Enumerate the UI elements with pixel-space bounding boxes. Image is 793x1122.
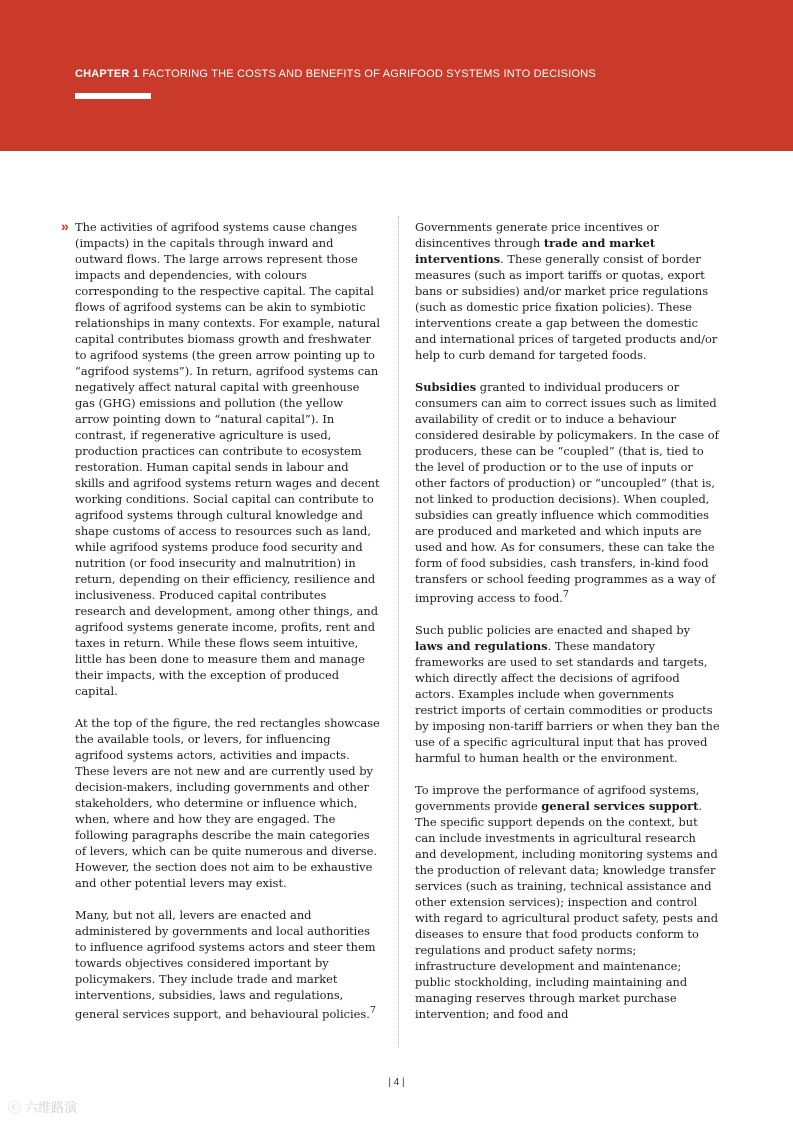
chapter-banner — [0, 0, 793, 151]
right-p4-bold: general services support — [541, 798, 699, 813]
left-paragraph-3-text: Many, but not all, levers are enacted and administered by governments and local authorities to influence agrifood systems actors and steer them towards objectives considered important by policymakers. They include trade and market interventions, subsidies, laws and regulations, general services support, and behavioural policies. — [75, 908, 376, 1021]
left-paragraph-2: At the top of the figure, the red rectangles showcase the available tools, or levers, for influencing agrifood systems actors, activities and impacts. These levers are not new and are currently used by decision-makers, including governments and other stakeholders, who determine or influence which, when, where and how they are engaged. The following paragraphs describe the main categories of levers, which can be quite numerous and diverse. However, the section does not aim to be exhaustive and other potential levers may exist. — [75, 716, 380, 890]
right-paragraph-3 — [415, 622, 720, 766]
left-paragraph-1: The activities of agrifood systems cause changes (impacts) in the capitals through inward and outward flows. The large arrows represent those impacts and dependencies, with colours corresponding to the respective capital. The capital flows of agrifood systems can be akin to symbiotic relationships in many contexts. For example, natural capital contributes biomass growth and freshwater to agrifood systems (the green arrow pointing up to “agrifood systems”). In return, agrifood systems can negatively affect natural capital with greenhouse gas (GHG) emissions and pollution (the yellow arrow pointing down to “natural capital”). In contrast, if regenerative agriculture is used, production practices can contribute to ecosystem restoration. Human capital sends in labour and skills and agrifood systems return wages and decent working conditions. Social capital can contribute to agrifood systems through cultural knowledge and shape customs of access to resources such as land, while agrifood systems produce food security and nutrition (or food insecurity and malnutrition) in return, depending on their efficiency, resilience and inclusiveness. Produced capital contributes research and development, among other things, and agrifood systems generate income, profits, rent and taxes in return. While these flows seem intuitive, little has been done to measure them and manage their impacts, with the exception of produced capital. — [75, 220, 380, 698]
footnote-ref: 7 — [369, 1005, 376, 1016]
right-p2-text: granted to individual producers or consumers can aim to correct issues such as limited availability of credit or to induce a behaviour considered desirable by policymakers. In the case of producers, these can be “coupled” (that is, tied to the level of production or to the use of inputs or other factors of production) or “uncoupled” (that is, not linked to production decisions). When coupled, subsidies can greatly influence which commodities are produced and marketed and which inputs are used and how. As for consumers, these can take the form of food subsidies, cash transfers, in-kind food transfers or school feeding programmes as a way of improving access to food. — [415, 380, 719, 605]
right-p3-text-c: . These mandatory frameworks are used to set standards and targets, which directly affect the decisions of agrifood actors. Examples include when governments restrict imports of certain commodities or products by imposing non-tariff barriers or when they ban the use of a specific agricultural input that has proved harmful to human health or the environment. — [415, 638, 720, 765]
right-p4-text-c: . The specific support depends on the context, but can include investments in agricultural research and development, including monitoring systems and the production of relevant data; knowledge transfer services (such as training, technical assistance and other extension services); inspection and control with regard to agricultural product safety, pests and diseases to ensure that food products conform to regulations and product safety norms; infrastructure development and maintenance; public stockholding, including maintaining and managing reserves through market purchase intervention; and food and — [415, 798, 719, 1021]
continuation-mark: » — [61, 218, 69, 234]
chapter-heading — [75, 68, 596, 80]
chapter-title: FACTORING THE COSTS AND BENEFITS OF AGRIFOOD SYSTEMS INTO DECISIONS — [142, 68, 596, 80]
right-p4-text-a: To improve the performance of agrifood systems, governments provide — [415, 782, 700, 813]
right-paragraph-4 — [415, 782, 720, 1022]
right-p1-text-a: Governments generate price incentives or disincentives through — [415, 220, 659, 250]
right-paragraph-2 — [415, 379, 720, 606]
right-p3-text-a: Such public policies are enacted and shaped by — [415, 622, 691, 637]
chapter-label: CHAPTER 1 — [75, 68, 140, 80]
right-column — [415, 219, 720, 1038]
page-number: | 4 | — [388, 1077, 405, 1088]
left-paragraph-3 — [75, 907, 380, 1022]
right-p3-bold: laws and regulations — [415, 638, 548, 653]
right-p1-text-c: . These generally consist of border measures (such as import tariffs or quotas, export bans or subsidies) and/or market price regulations (such as domestic price fixation policies). These interventions create a gap between the domestic and international prices of targeted products and/or help to curb demand for targeted foods. — [415, 252, 718, 362]
column-divider — [398, 216, 399, 1048]
right-p2-bold: Subsidies — [415, 380, 477, 394]
footnote-ref: 7 — [562, 589, 569, 600]
left-column — [75, 219, 380, 1038]
watermark: ⓒ 六维路演 — [8, 1101, 78, 1116]
right-p1-bold: trade and market interventions — [415, 236, 656, 266]
chapter-rule — [75, 93, 151, 99]
right-paragraph-1 — [415, 219, 720, 363]
